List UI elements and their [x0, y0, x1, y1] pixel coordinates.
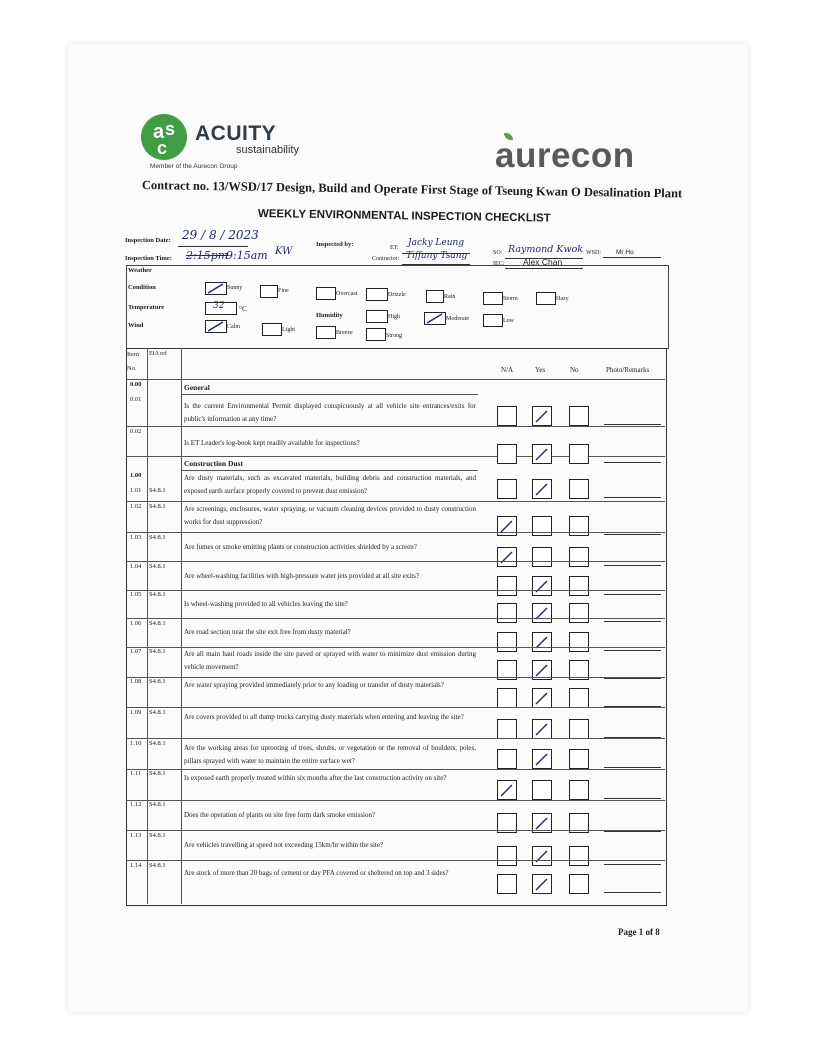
general-underline	[181, 394, 478, 395]
row-na-checkbox[interactable]	[497, 479, 517, 499]
acuity-sub: sustainability	[236, 144, 299, 156]
section-dust: Construction Dust	[184, 459, 243, 468]
row-question: Is ET Leader's log-book kept readily available for inspections?	[184, 439, 360, 447]
inspection-time-struck: 2:15pm	[186, 249, 229, 262]
wind-label: Wind	[128, 322, 144, 329]
condition-overcast-checkbox[interactable]	[316, 287, 336, 300]
row-item-no: 1.03	[130, 534, 142, 541]
row-divider	[126, 707, 665, 708]
row-remarks-field[interactable]	[604, 798, 661, 799]
row-item-no: 1.01	[130, 487, 142, 494]
row-question: Are the working areas for uprooting of trees, shrubs, or vegetation or the removal of boulders, poles, pillars sprayed with water to maintain the entire surface wet?	[184, 744, 476, 765]
humidity-high-label: High	[388, 314, 400, 320]
so-value: Raymond Kwok	[508, 244, 584, 255]
row-item-no: 1.02	[130, 503, 142, 510]
row-item-no: 1.10	[130, 740, 142, 747]
row-na-checkbox[interactable]	[497, 576, 517, 596]
row-no-checkbox[interactable]	[569, 516, 589, 536]
row-item-no: 0.01	[130, 396, 142, 403]
row-remarks-field[interactable]	[604, 650, 661, 651]
header-na: N/A	[501, 366, 514, 374]
wind-calm-label: Calm	[227, 324, 240, 330]
page-number: Page 1 of 8	[618, 927, 660, 937]
moderate-tick-icon	[424, 312, 446, 325]
row-item-no: 0.02	[130, 428, 142, 435]
aurecon-logo: aurecon	[495, 136, 635, 175]
acuity-logo-icon	[140, 113, 188, 161]
row-divider	[126, 860, 665, 861]
row-question: Are wheel-washing facilities with high-pressure water jets provided at all site exits?	[184, 572, 420, 580]
row-na-checkbox[interactable]	[497, 846, 517, 866]
row-na-checkbox[interactable]	[497, 749, 517, 769]
so-label: SO:	[493, 250, 503, 256]
row-eia-ref: S4.8.1	[149, 709, 166, 716]
humidity-label: Humidity	[316, 312, 343, 319]
row-divider	[126, 800, 665, 801]
row-divider	[126, 769, 665, 770]
row-remarks-field[interactable]	[604, 565, 661, 566]
svg-text:a: a	[153, 121, 165, 143]
row-remarks-field[interactable]	[604, 831, 661, 832]
row-no-checkbox[interactable]	[569, 780, 589, 800]
row-no-checkbox[interactable]	[569, 444, 589, 464]
iec-label: IEC:	[493, 261, 505, 267]
row-divider-1	[126, 426, 665, 427]
condition-sunny-label: Sunny	[227, 285, 243, 291]
row-divider	[126, 561, 665, 562]
row-no-checkbox[interactable]	[569, 874, 589, 894]
row-question: Are all main haul roads inside the site paved or sprayed with water to minimize dust emission during vehicle movement?	[184, 650, 476, 671]
wsd-line	[603, 257, 661, 258]
row-question: Does the operation of plants on site free form dark smoke emission?	[184, 811, 376, 819]
tick-mark-icon	[532, 479, 552, 499]
tick-mark-icon	[532, 719, 552, 739]
tick-mark-icon	[532, 406, 552, 426]
row-remarks-field[interactable]	[604, 462, 661, 463]
condition-storm-checkbox[interactable]	[483, 292, 503, 305]
header-item: Item	[127, 351, 139, 358]
row-eia-ref: S4.8.1	[149, 487, 166, 494]
row-no-checkbox[interactable]	[569, 749, 589, 769]
condition-overcast-label: Overcast	[336, 291, 358, 297]
row-na-checkbox[interactable]	[497, 603, 517, 623]
row-question: Are vehicles travelling at speed not exceeding 15km/hr within the site?	[184, 841, 384, 849]
et-label: ET:	[390, 245, 399, 251]
temperature-value: 32	[213, 301, 225, 311]
row-no-checkbox[interactable]	[569, 576, 589, 596]
tick-mark-icon	[532, 444, 552, 464]
row-no-checkbox[interactable]	[569, 719, 589, 739]
row-na-checkbox[interactable]	[497, 444, 517, 464]
contractor-value: Tiffany Tsang	[406, 251, 468, 261]
humidity-low-checkbox[interactable]	[483, 314, 503, 327]
tick-mark-icon	[532, 632, 552, 652]
row-na-checkbox[interactable]	[497, 632, 517, 652]
wind-strong-label: Strong	[386, 333, 403, 339]
row-remarks-field[interactable]	[604, 678, 661, 679]
et-value: Jacky Leung	[408, 238, 465, 248]
row-item-no: 1.11	[130, 770, 142, 777]
row-eia-ref: S4.8.1	[149, 832, 166, 839]
row-divider	[126, 830, 665, 831]
acuity-member: Member of the Aurecon Group	[150, 163, 238, 170]
tick-mark-icon	[532, 576, 552, 596]
svg-text:c: c	[157, 138, 168, 158]
section-general: General	[184, 383, 210, 392]
row-remarks-field[interactable]	[604, 864, 661, 865]
temperature-unit: °C	[239, 304, 248, 313]
header-no-col: No	[570, 366, 579, 374]
row-na-checkbox[interactable]	[497, 719, 517, 739]
wind-light-label: Light	[282, 327, 295, 333]
tick-mark-icon	[497, 516, 517, 536]
row-question: Are stock of more than 20 bags of cement or day PFA covered or sheltered on top and 3 sides?	[184, 869, 449, 877]
row-question: Are dusty materials, such as excavated materials, building debris and construction materials, and exposed earth surface properly covered to prevent dust emission?	[184, 474, 476, 495]
header-no: No.	[127, 365, 137, 372]
row-na-checkbox[interactable]	[497, 688, 517, 708]
condition-rain-label: Rain	[444, 294, 456, 300]
tick-mark-icon	[532, 688, 552, 708]
row-eia-ref: S4.8.1	[149, 801, 166, 808]
checklist-title: WEEKLY ENVIRONMENTAL INSPECTION CHECKLIST	[257, 208, 551, 225]
humidity-high-checkbox[interactable]	[366, 310, 388, 323]
wsd-label: WSD:	[586, 250, 601, 256]
row-remarks-field[interactable]	[604, 534, 661, 535]
row-item-no: 1.04	[130, 563, 142, 570]
wind-breeze-label: Breeze	[336, 330, 353, 336]
acuity-name: ACUITY	[195, 122, 277, 145]
inspection-time-initial: KW	[275, 246, 293, 257]
condition-label: Condition	[128, 284, 156, 291]
row-eia-ref: S4.8.1	[149, 563, 166, 570]
header-yes: Yes	[535, 366, 546, 374]
row-question: Is exposed earth properly treated within six months after the last construction activity on site?	[184, 774, 447, 782]
row-question: Is wheel-washing provided to all vehicles leaving the site?	[184, 600, 348, 608]
condition-storm-label: Storm	[503, 296, 518, 302]
dust-underline	[181, 470, 478, 471]
row-na-checkbox[interactable]	[497, 406, 517, 426]
tick-mark-icon	[532, 749, 552, 769]
row-divider	[126, 590, 665, 591]
contractor-label: Contractor:	[372, 256, 400, 262]
svg-text:s: s	[165, 119, 176, 139]
row-yes-checkbox[interactable]	[532, 516, 552, 536]
row-eia-ref: S4.8.1	[149, 591, 166, 598]
sunny-tick-icon	[205, 282, 227, 295]
row-question: Are water spraying provided immediately prior to any loading or transfer of dusty materials?	[184, 681, 444, 689]
row-item-no: 1.06	[130, 620, 142, 627]
row-question: Are fumes or smoke emitting plants or construction activities shielded by a screen?	[184, 543, 417, 551]
row-divider	[126, 532, 665, 533]
row-eia-ref: S4.8.1	[149, 862, 166, 869]
wind-light-checkbox[interactable]	[262, 323, 282, 336]
row-question: Are screenings, enclosures, water spraying, or vacuum cleaning devices provided to dusty construction works for dust suppression?	[184, 505, 476, 526]
row-no-checkbox[interactable]	[569, 479, 589, 499]
tick-mark-icon	[532, 874, 552, 894]
section-general-no: 0.00	[130, 381, 142, 388]
condition-drizzle-checkbox[interactable]	[366, 288, 388, 301]
row-eia-ref: S4.8.1	[149, 770, 166, 777]
condition-hazy-label: Hazy	[556, 296, 569, 302]
condition-drizzle-label: Drizzle	[388, 292, 406, 298]
tick-mark-icon	[497, 547, 517, 567]
row-remarks-field[interactable]	[604, 767, 661, 768]
row-item-no: 1.08	[130, 678, 142, 685]
tick-mark-icon	[532, 846, 552, 866]
humidity-moderate-label: Moderate	[446, 316, 469, 322]
inspection-date-label: Inspection Date:	[125, 237, 171, 244]
row-eia-ref: S4.8.1	[149, 740, 166, 747]
row-remarks-field[interactable]	[604, 594, 661, 595]
row-divider	[126, 677, 665, 678]
row-divider	[126, 501, 665, 502]
tick-mark-icon	[497, 780, 517, 800]
row-no-checkbox[interactable]	[569, 603, 589, 623]
inspected-by-label: Inspected by:	[316, 241, 354, 248]
humidity-low-label: Low	[503, 318, 514, 324]
inspection-time-value: 9:15am	[226, 249, 268, 262]
row-no-checkbox[interactable]	[569, 846, 589, 866]
header-eia: EIA ref	[149, 351, 167, 357]
inspection-date-line	[178, 246, 248, 247]
calm-tick-icon	[205, 320, 227, 333]
condition-hazy-checkbox[interactable]	[536, 292, 556, 305]
row-item-no: 1.14	[130, 862, 142, 869]
row-remarks-field[interactable]	[604, 497, 661, 498]
row-no-checkbox[interactable]	[569, 688, 589, 708]
row-no-checkbox[interactable]	[569, 632, 589, 652]
wind-strong-checkbox[interactable]	[366, 328, 386, 341]
row-remarks-field[interactable]	[604, 424, 661, 425]
inspection-date-value: 29 / 8 / 2023	[182, 228, 259, 242]
weather-title: Weather	[128, 267, 152, 274]
condition-rain-checkbox[interactable]	[426, 290, 444, 303]
condition-fine-label: Fine	[278, 288, 289, 294]
row-no-checkbox[interactable]	[569, 547, 589, 567]
row-item-no: 1.13	[130, 832, 142, 839]
row-item-no: 1.05	[130, 591, 142, 598]
row-item-no: 1.12	[130, 801, 142, 808]
row-question: Is the current Environmental Permit displayed conspicuously at all vehicle site entrances/exits for public's information at any time?	[184, 402, 476, 423]
row-divider	[126, 738, 665, 739]
row-remarks-field[interactable]	[604, 621, 661, 622]
row-item-no: 1.07	[130, 648, 142, 655]
inspection-time-label: Inspection Time:	[125, 255, 172, 262]
wsd-value: Mr Ho	[616, 249, 634, 256]
header-remarks: Photo/Remarks	[606, 366, 650, 374]
col-divider-eia	[181, 348, 182, 904]
section-dust-no: 1.00	[130, 472, 142, 479]
iec-value: Alex Chan	[523, 257, 563, 267]
row-eia-ref: S4.8.1	[149, 620, 166, 627]
row-no-checkbox[interactable]	[569, 406, 589, 426]
row-eia-ref: S4.8.1	[149, 534, 166, 541]
row-yes-checkbox[interactable]	[532, 780, 552, 800]
tick-mark-icon	[532, 603, 552, 623]
condition-fine-checkbox[interactable]	[260, 285, 278, 298]
row-eia-ref: S4.8.1	[149, 678, 166, 685]
row-yes-checkbox[interactable]	[532, 547, 552, 567]
row-na-checkbox[interactable]	[497, 874, 517, 894]
row-question: Are road section near the site exit free from dusty material?	[184, 628, 351, 636]
col-divider-item	[147, 348, 148, 904]
row-eia-ref: S4.8.1	[149, 503, 166, 510]
contract-title: Contract no. 13/WSD/17 Design, Build and Operate First Stage of Tseung Kwan O Desalination Plant	[141, 178, 683, 201]
header-divider	[126, 379, 665, 380]
row-eia-ref: S4.8.1	[149, 648, 166, 655]
row-remarks-field[interactable]	[604, 892, 661, 893]
row-item-no: 1.09	[130, 709, 142, 716]
row-question: Are covers provided to all dump trucks carrying dusty materials when entering and leaving the site?	[184, 713, 464, 721]
temperature-label: Temperature	[128, 304, 165, 311]
wind-breeze-checkbox[interactable]	[316, 326, 336, 339]
row-divider	[126, 618, 665, 619]
